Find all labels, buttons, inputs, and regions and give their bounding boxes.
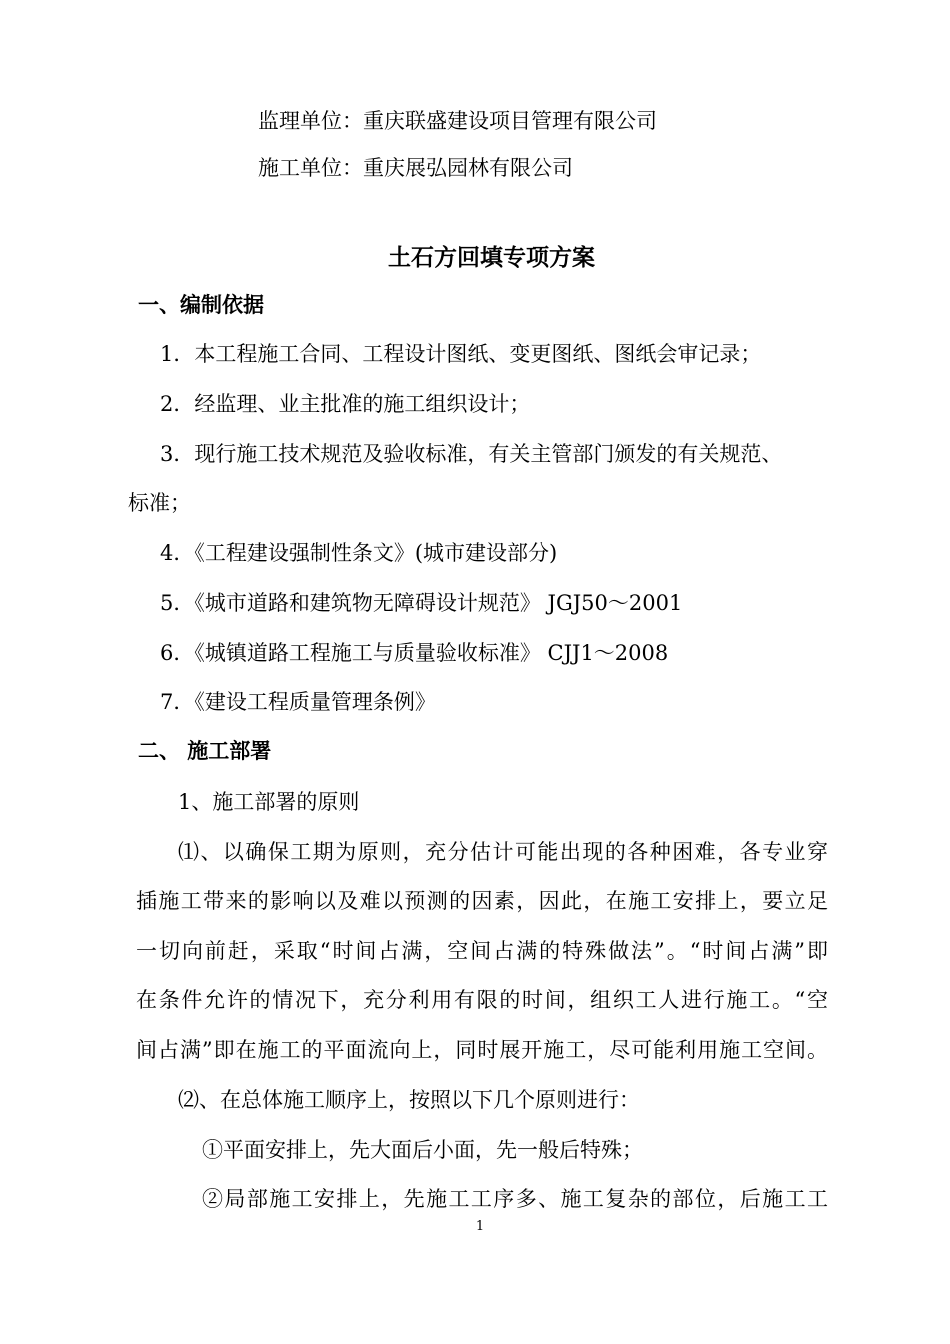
section1-heading: 一、编制依据	[138, 293, 264, 317]
basis-item-2: 2．经监理、业主批准的施工组织设计；	[160, 392, 531, 416]
paragraph2: ⑵、在总体施工顺序上，按照以下几个原则进行：	[178, 1088, 640, 1112]
principle-point-1: ①平面安排上，先大面后小面，先一般后特殊；	[202, 1138, 643, 1162]
basis-item-3: 3．现行施工技术规范及验收标准，有关主管部门颁发的有关规范、	[160, 442, 783, 466]
paragraph1-line-2: 插施工带来的影响以及难以预测的因素，因此，在施工安排上，要立足	[136, 889, 828, 913]
contractor-unit-line: 施工单位：重庆展弘园林有限公司	[258, 156, 573, 180]
paragraph1-line-4: 在条件允许的情况下，充分利用有限的时间，组织工人进行施工。“空	[136, 988, 828, 1012]
section2-heading: 二、 施工部署	[138, 739, 272, 763]
basis-item-5: 5．《城市道路和建筑物无障碍设计规范》 JGJ50～2001	[160, 591, 683, 615]
paragraph1-line-3: 一切向前赶，采取“时间占满，空间占满的特殊做法”。“时间占满”即	[136, 939, 828, 963]
basis-item-4: 4．《工程建设强制性条文》(城市建设部分)	[160, 541, 558, 565]
deployment-principle-heading: 1、施工部署的原则	[178, 790, 360, 814]
basis-item-6: 6．《城镇道路工程施工与质量验收标准》 CJJ1～2008	[160, 641, 669, 665]
document-title: 土石方回填专项方案	[388, 245, 595, 271]
paragraph1-line-1: ⑴、以确保工期为原则，充分估计可能出现的各种困难，各专业穿	[178, 840, 828, 864]
principle-point-2: ②局部施工安排上，先施工工序多、施工复杂的部位，后施工工	[202, 1187, 828, 1211]
basis-item-7: 7．《建设工程质量管理条例》	[160, 690, 436, 714]
paragraph1-line-5: 间占满”即在施工的平面流向上，同时展开施工，尽可能利用施工空间。	[136, 1038, 828, 1062]
basis-item-1: 1．本工程施工合同、工程设计图纸、变更图纸、图纸会审记录；	[160, 342, 762, 366]
supervisor-unit-line: 监理单位：重庆联盛建设项目管理有限公司	[258, 109, 657, 133]
basis-item-3-continuation: 标准；	[128, 491, 191, 515]
page-number: 1	[475, 1219, 485, 1234]
